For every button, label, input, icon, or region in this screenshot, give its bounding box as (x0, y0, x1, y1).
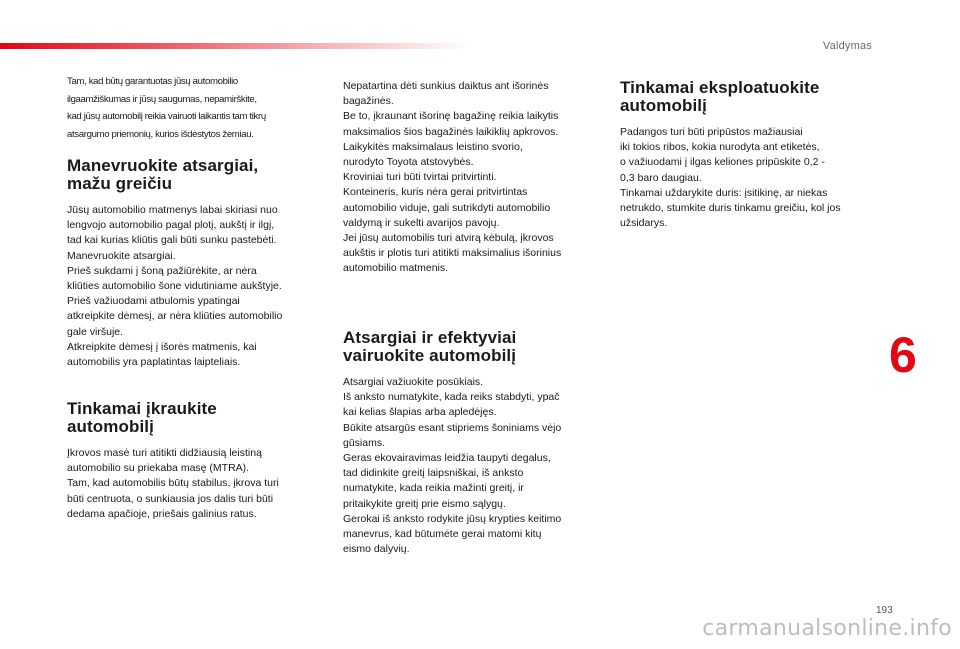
intro-paragraph (67, 73, 323, 143)
text-line: netrukdo, stumkite duris tinkamu greičiu, kol jos (620, 202, 841, 215)
maintenance-section (620, 79, 880, 231)
page-number: 193 (876, 605, 893, 616)
text-line: kad jūsų automobilį reikia vairuoti laikantis tam tikrų (67, 111, 266, 122)
driving-paragraph (343, 375, 601, 557)
text-line: Laikykitės maksimalaus leistino svorio, (343, 140, 523, 153)
loading-section (67, 400, 323, 522)
text-line: automobilio viduje, gali sutrikdyti automobilio (343, 201, 551, 214)
text-line: atkreipkite dėmesį, ar nėra kliūties automobilio (67, 310, 283, 323)
text-line: Būkite atsargūs esant stipriems šoniniams vėjo (343, 421, 562, 434)
text-line: Gerokai iš anksto rodykite jūsų krypties keitimo (343, 512, 562, 525)
text-line: automobilio matmenis. (343, 262, 449, 275)
text-line: gale viršuje. (67, 325, 124, 338)
text-line: numatykite, kada reikia mažinti greitį, ir (343, 482, 524, 495)
text-line: automobilį (620, 96, 707, 115)
text-line: Tinkamai įkraukite (67, 399, 217, 418)
text-line: Jei jūsų automobilis turi atvirą kėbulą, įkrovos (343, 232, 554, 245)
text-line: Jūsų automobilio matmenys labai skiriasi nuo (67, 204, 278, 216)
text-line: Manevruokite atsargiai. (67, 249, 176, 262)
text-line: tad kai kurias kliūtis gali būti sunku pastebėti. (67, 234, 277, 247)
text-line: automobilį (67, 417, 154, 436)
text-line: Prieš sukdami į šoną pažiūrėkite, ar nėra (67, 264, 257, 277)
text-line: 0,3 baro daugiau. (620, 171, 702, 184)
text-line: gūsiams. (343, 436, 386, 449)
text-line: aukštis ir plotis turi atitikti maksimalius išorinius (343, 247, 562, 260)
loading-heading (67, 400, 323, 436)
maintenance-paragraph (620, 125, 880, 231)
text-line: pritaikykite greitį prie eismo sąlygų. (343, 497, 506, 510)
text-line: mažu greičiu (67, 174, 173, 193)
maneuver-heading (67, 157, 323, 193)
text-line: o važiuodami į ilgas keliones pripūskite 0,2 - (620, 156, 825, 169)
text-line: užsidarys. (620, 217, 668, 230)
text-line: atsargumo priemonių, kurios išdėstytos žemiau. (67, 128, 254, 140)
text-line: lengvojo automobilio pagal plotį, aukštį ir ilgį, (67, 219, 275, 232)
loading-paragraph (67, 446, 323, 522)
text-line: būti centruota, o sunkiausia jos dalis turi būti (67, 492, 274, 505)
text-line: kliūties automobilio šone vidutiniame aukštyje. (67, 280, 282, 293)
text-line: Geras ekovairavimas leidžia taupyti degalus, (343, 452, 551, 465)
text-line: Tinkamai uždarykite duris: įsitikinę, ar niekas (620, 186, 828, 199)
chapter-number: 6 (889, 327, 917, 383)
text-line: Padangos turi būti pripūstos mažiausiai (620, 126, 803, 138)
cargo-paragraph (343, 79, 601, 277)
driving-heading (343, 329, 601, 365)
maneuver-section (67, 157, 323, 370)
text-line: automobilio su priekaba masę (MTRA). (67, 462, 250, 475)
text-line: Atkreipkite dėmesį į išorės matmenis, kai (67, 340, 257, 353)
cargo-block (343, 79, 601, 277)
text-line: Tam, kad būtų garantuotas jūsų automobilio (67, 76, 238, 87)
text-line: iki tokios ribos, kokia nurodyta ant etiketės, (620, 141, 820, 154)
text-line: Kroviniai turi būti tvirtai pritvirtinti. (343, 171, 497, 184)
text-line: valdymą ir sukelti avarijos pavojų. (343, 216, 500, 229)
watermark: carmanualsonline.info (702, 616, 952, 641)
text-line: vairuokite automobilį (343, 346, 517, 365)
maintenance-heading (620, 79, 880, 115)
text-line: ilgaamžiškumas ir jūsų saugumas, nepamirškite, (67, 93, 257, 105)
text-line: kai kelias šlapias arba apledėjęs. (343, 406, 497, 419)
text-line: nurodyto Toyota atstovybės. (343, 156, 474, 169)
text-line: Manevruokite atsargiai, (67, 156, 259, 175)
text-line: eismo dalyvių. (343, 543, 410, 556)
text-line: tad didinkite greitį laipsniškai, iš anksto (343, 467, 524, 480)
text-line: Konteineris, kuris nėra gerai pritvirtintas (343, 186, 528, 199)
text-line: maksimalios šios bagažinės laikiklių apkrovos. (343, 125, 559, 138)
text-line: Tinkamai eksploatuokite (620, 78, 820, 97)
text-line: Tam, kad automobilis būtų stabilus, įkrova turi (67, 477, 279, 490)
driving-section (343, 329, 601, 557)
text-line: manevrus, kad būtumėte gerai matomi kitų (343, 528, 542, 541)
maneuver-paragraph (67, 203, 323, 370)
text-line: dedama apačioje, priešais galinius ratus. (67, 507, 257, 520)
text-line: Be to, įkraunant išorinę bagažinę reikia laikytis (343, 110, 559, 123)
header-accent-bar (0, 43, 470, 49)
text-line: Prieš važiuodami atbulomis ypatingai (67, 295, 240, 308)
text-line: Atsargiai važiuokite posūkiais. (343, 376, 484, 388)
text-line: Iš anksto numatykite, kada reiks stabdyti, ypač (343, 391, 560, 404)
text-line: bagažinės. (343, 95, 394, 108)
text-line: Įkrovos masė turi atitikti didžiausią leistiną (67, 447, 262, 459)
intro-block (67, 73, 323, 143)
text-line: Atsargiai ir efektyviai (343, 328, 517, 347)
section-title: Valdymas (822, 40, 872, 52)
text-line: automobilis yra paplatintas laipteliais. (67, 356, 241, 369)
text-line: Nepatartina dėti sunkius daiktus ant išorinės (343, 80, 549, 92)
